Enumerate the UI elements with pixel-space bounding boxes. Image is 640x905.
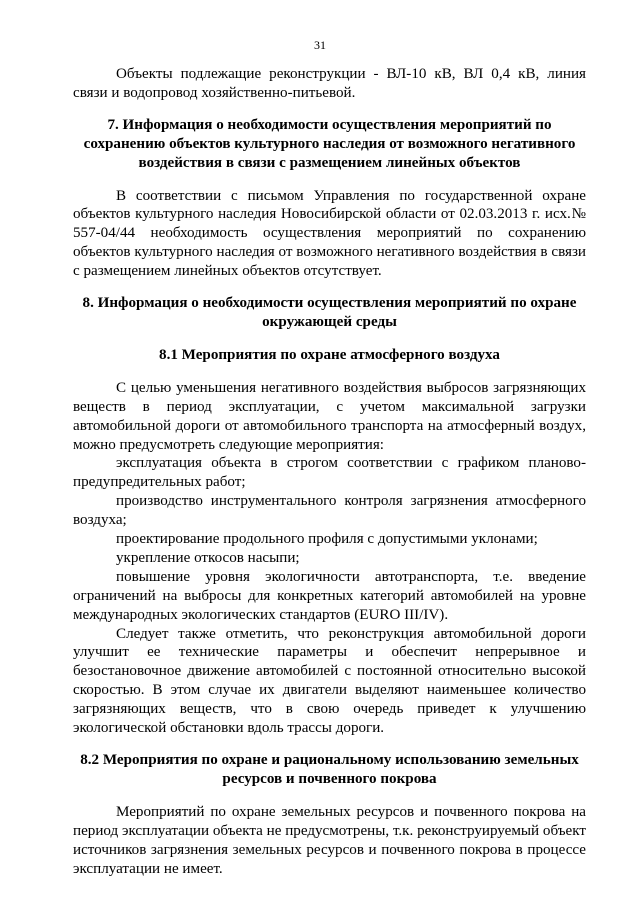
- section-8-1-list-item: проектирование продольного профиля с допустимыми уклонами;: [116, 531, 538, 548]
- section-8-1-list-item: укрепление откосов насыпи;: [116, 549, 300, 566]
- section-8-1-list-item: эксплуатация объекта в строгом соответствии с графиком планово-предупредительных работ;: [73, 455, 586, 491]
- section-8-1-list-item: повышение уровня экологичности автотранспорта, т.е. введение ограничений на выбросы для конкретных категорий автомобилей на уровне международных экологических стандартов (EURO III/IV).: [73, 568, 586, 623]
- section-8-1-conclusion-paragraph: Следует также отметить, что реконструкция автомобильной дороги улучшит ее технические параметры и обеспечит непрерывное и безостановочное движение автомобилей с постоянной относительно высокой скоростью. В этом случае их двигатели выделяют наименьшее количество загрязняющих веществ, что в свою очередь приведет к улучшению экологической обстановки вдоль трассы дороги.: [73, 625, 586, 737]
- section-8-1-list-item: производство инструментального контроля загрязнения атмосферного воздуха;: [73, 493, 586, 529]
- page-content: [73, 65, 586, 878]
- section-8-2-heading: 8.2 Мероприятия по охране и рациональному использованию земельных ресурсов и почвенного покрова: [80, 752, 579, 787]
- section-7-paragraph: В соответствии с письмом Управления по государственной охране объектов культурного наследия Новосибирской области от 02.03.2013 г. исх.№ 557-04/44 необходимость осуществления мероприятий по сохранению объектов культурного наследия от возможного негативного воздействия в связи с размещением линейных объектов отсутствует.: [73, 187, 586, 280]
- section-8-1-paragraph: С целью уменьшения негативного воздействия выбросов загрязняющих веществ в период эксплуатации, с учетом максимальной загрузки автомобильной дороги от автомобильного транспорта на атмосферный воздух, можно предусмотреть следующие мероприятия:: [73, 379, 586, 453]
- section-8-heading: 8. Информация о необходимости осуществления мероприятий по охране окружающей среды: [82, 295, 577, 330]
- section-8-1-heading: 8.1 Мероприятия по охране атмосферного воздуха: [159, 346, 500, 363]
- page-number: 31: [314, 38, 326, 52]
- intro-paragraph: Объекты подлежащие реконструкции - ВЛ-10 кВ, ВЛ 0,4 кВ, линия связи и водопровод хозяйственно-питьевой.: [73, 66, 586, 101]
- section-7-heading: 7. Информация о необходимости осуществления мероприятий по сохранению объектов культурного наследия от возможного негативного воздействия в связи с размещением линейных объектов: [83, 116, 576, 171]
- section-8-2-paragraph: Мероприятий по охране земельных ресурсов и почвенного покрова на период эксплуатации объекта не предусмотрены, т.к. реконструируемый объект источников загрязнения земельных ресурсов и почвенного покрова в процессе эксплуатации не имеет.: [73, 803, 586, 877]
